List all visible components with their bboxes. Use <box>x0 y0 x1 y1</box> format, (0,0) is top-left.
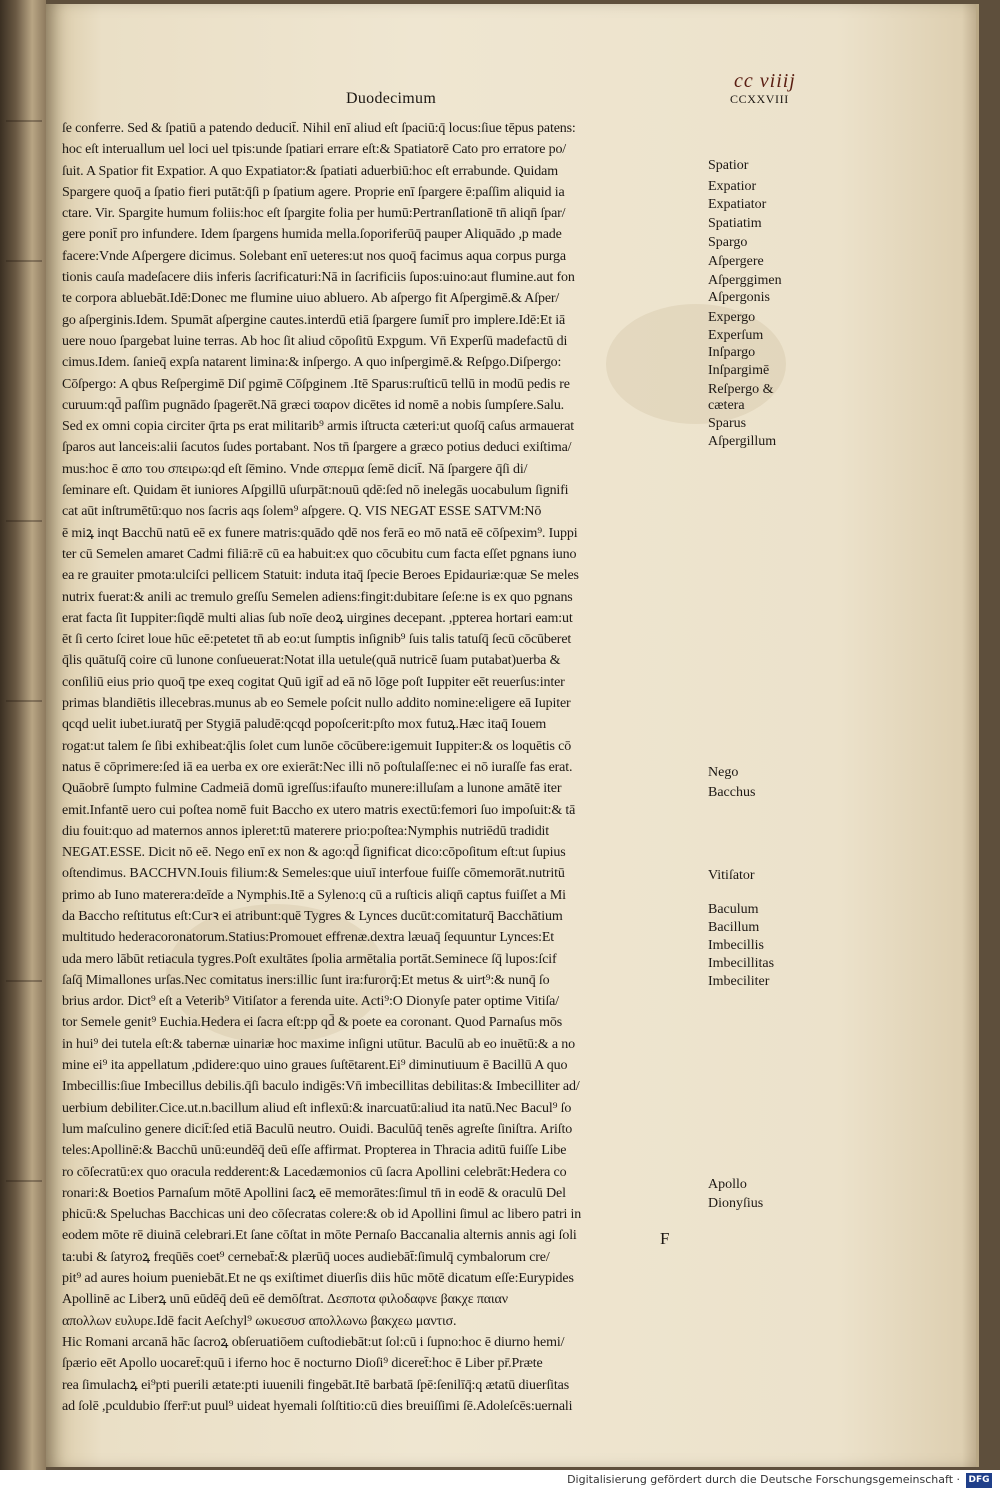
text-line: Quāobrē ſumpto fulmine Cadmeiā domū igreſſus:ifauſto munere:illuſam a lunone amātē iter <box>62 781 562 797</box>
margin-note: Imbecillitas <box>708 956 775 971</box>
text-line: uda mero lābūt retiacula tygres.Poſt exultātes ſpolia armētalia portāt.Seminece ſq̄ lupos:ſcif <box>62 951 557 967</box>
text-line: Apollinē ac Liberꝝ unū eūdēq̄ deū eē demōſtrat. Δεσποτα φιλοδαφνε βακχε παιαν <box>62 1292 508 1308</box>
margin-note: Nego <box>708 765 739 780</box>
edge-line <box>6 120 42 122</box>
text-line: phicū:& Speluchas Bacchicas uni deo cōſecratas colere:& ob id Apollini ſimul ac libero patri in <box>62 1207 582 1223</box>
text-line: cimus.Idem. ſanieq̄ expſa natarent limina:& inſpergo. A quo inſpergimē.& Reſpgo.Diſpergo: <box>62 355 562 371</box>
margin-note: Reſpergo & <box>708 382 774 397</box>
text-line: ad ſolē ,pculdubio ſferr̄:ut puul⁹ uideat hyemali ſolſtitio:cū dies breuiſſimi ſē.Adoleſcēs:uernali <box>62 1398 573 1414</box>
funding-credit: Digitalisierung gefördert durch die Deutsche Forschungsgemeinschaft · <box>567 1473 960 1486</box>
text-line: multitudo hederacoronatorum.Statius:Promouet effrenæ.dextra læuaq̄ ſequuntur Lynces:Et <box>62 930 555 946</box>
previous-page-edge <box>0 0 46 1470</box>
text-line: ſe conferre. Sed & ſpatiū a patendo deducit̄. Nihil enī aliud eſt ſpaciū:q̄ locus:ſiue tēpus patens: <box>62 121 576 136</box>
text-line: nutrix fuerat:& anili ac tremulo greſſu Semelen adiens:fingit:dubitare ſeſe:ne is ex quo pgnans <box>62 589 573 605</box>
text-line: lum maſculino genere dicit̄:ſed etiā Baculū neutro. Ouidi. Baculūq̄ tenēs agreſte ſiniſtra. Ariſto <box>62 1121 573 1137</box>
text-line: natus ē cōprimere:ſed iā ea uerba ex ore exierāt:Nec illi nō poſtulaſſe:nec ei nō iuraſſe fas erat. <box>62 759 573 775</box>
margin-note: Expergo <box>708 310 756 325</box>
margin-note: Imbecillis <box>708 938 764 953</box>
footer-bar <box>0 1470 1000 1493</box>
text-line: go aſperginis.Idem. Spumāt aſpergine cautes.interdū etiā ſpargere ſumit̄ pro implere.Idē:Et iā <box>62 312 566 328</box>
text-line: NEGAT.ESSE. Dicit nō eē. Nego enī ex non & ago:qd̄ ſignificat dico:cōpoſitum eſt:ut ſupius <box>62 845 566 861</box>
margin-note: Apollo <box>708 1177 747 1192</box>
text-line: da Baccho reſtitutus eſt:Curꝛ ei atribunt:quē Tygres & Lynces ducūt:comitaturq̄ Bacchātium <box>62 908 563 924</box>
text-line: Spargere quoq̄ a ſpatio fieri putāt:q̄ſi p ſpatium agere. Proprie enī ſpargere ē:paſſim aliquid ia <box>62 184 565 200</box>
text-line: eodem mōte rē diuinā celebrari.Et ſane cōſtat in mōte Pernaſo Baccanalia alternis annis agi ſoli <box>62 1228 577 1244</box>
text-line: απολλων ευλυρε.Idē facit Aeſchyl⁹ ωκυεσυσ απολλωνω βακχεω μαντισ. <box>62 1313 457 1329</box>
text-line: ſuit. A Spatior fit Expatior. A quo Expatiator:& ſpatiati aduerbiū:hoc eſt errabunde. Quidam <box>62 163 558 179</box>
text-line: ē miꝝ inqt Bacchū natū eē ex funere matris:quādo qdē nos ferā eo mō natā eē cōſpexim⁹. Iuppi <box>62 525 578 541</box>
margin-notes-column <box>708 4 858 1304</box>
edge-line <box>6 1180 42 1182</box>
text-line: Cōſpergo: A qbus Reſpergimē Diſ pgimē Cōſpginem .Itē Sparus:ruſticū tellū in modū pedis re <box>62 376 570 392</box>
text-line: ēt ſi certo ſciret loue hūc eē:petetet tn̄ ab eo:ut ſumptis inſignib⁹ ſuis talis tatuſq̄ ſecū cōcūberet <box>62 632 572 648</box>
text-line: ſaſq̄ Mimallones urſas.Nec comitatus iners:illic ſunt ira:furorq̄:Et metus & uirt⁹:& nunq̄ ſo <box>62 972 550 988</box>
margin-note: Aſpergere <box>708 254 764 269</box>
margin-note: Baculum <box>708 902 759 917</box>
signature-mark: F <box>660 1229 670 1248</box>
printed-folio-number: CCXXVIII <box>730 92 789 106</box>
text-line: brius ardor. Dict⁹ eſt a Veterib⁹ Vitiſator a ferenda uite. Acti⁹:O Dionyſe pater optime Vitiſa/ <box>62 994 559 1010</box>
text-line: curuum:qd̄ paſſim pugnādo ſpagerēt.Nā græci ϖαρον dicētes id nomē a nobis ſumpſere.Salu. <box>62 397 565 413</box>
margin-note: Spatiatim <box>708 216 762 231</box>
text-line: qcqd uelit iubet.iuratq̄ per Stygiā paludē:qcqd popoſcerit:pſto mox futuꝝ.Hæc itaq̄ Iouem <box>62 717 547 733</box>
edge-line <box>6 520 42 522</box>
margin-note: Sparus <box>708 416 747 431</box>
text-line: te corpora abluebāt.Idē:Donec me flumine uiuo abluero. Ab aſpergo fit Aſpergimē.& Aſper/ <box>62 291 560 307</box>
text-line: rea ſimulachꝝ ei⁹pti puerili ætate:pti iuuenili fingebāt.Itē barbatā ſpē:ſenilīq̄:q ætatū diuerſitas <box>62 1377 570 1393</box>
text-line: erat facta ſit Iuppiter:ſiqdē multi alias ſub noīe deoꝝ uirgines decepant. ,ppterea hortari eam:ut <box>62 610 573 626</box>
dfg-logo-icon: DFG <box>966 1473 992 1488</box>
margin-note: Inſpargimē <box>708 363 770 378</box>
margin-note: Imbeciliter <box>708 974 770 989</box>
text-line: rogat:ut talem ſe ſibi exhibeat:q̄lis ſolet cum lunōe cōcūbere:igemuit Iuppiter:& os loquētis cō <box>62 738 572 754</box>
running-title: Duodecimum <box>346 90 437 107</box>
margin-note: Spargo <box>708 235 748 250</box>
text-line: ta:ubi & ſatyroꝝ freqūēs coet⁹ cernebat̄:& plærūq̄ uoces audiebāt̄:ſimulq̄ cymbalorum cre/ <box>62 1249 550 1265</box>
text-line: emit.Infantē uero cui poſtea nomē fuit Baccho ex utero matris exectū:femori ſuo impoſuit:& tā <box>62 802 576 818</box>
text-line: Hic Romani arcanā hāc ſacroꝝ obſeruatiōem cuſtodiebāt:ut ſol:cū i ſupno:hoc ē diurno hemi/ <box>62 1334 565 1350</box>
text-line: primas blandiētis illecebras.munus ab eo Semele poſcit nullo addito nomine:eligere eā Iupiter <box>62 696 571 712</box>
margin-note: Inſpargo <box>708 345 756 360</box>
margin-note: Dionyſius <box>708 1196 764 1211</box>
margin-note: Spatior <box>708 158 749 173</box>
text-line: ctare. Vir. Spargite humum foliis:hoc eſt ſpargite folia per humū:Pertranſlationē tn̄ aliqn̄ ſpar/ <box>62 206 566 222</box>
text-line: pit⁹ ad aures hoium pueniebāt.Et ne qs exiſtimet diuerſis diis hūc mōtē dicatum eſſe:Eurypides <box>62 1271 574 1287</box>
margin-note: Bacillum <box>708 920 760 935</box>
margin-note: Expatiator <box>708 197 767 212</box>
margin-note: Aſperggimen <box>708 273 782 288</box>
text-line: Imbecillis:ſiue Imbecillus debilis.q̄ſi baculo indigēs:Vn̄ imbecillitas debilitas:& Imbecilliter ad/ <box>62 1079 580 1095</box>
text-line: primo ab Iuno materera:deīde a Nymphis.Itē a Syleno:q cū a ruſticis aliqn̄ captus fuiſſet a Mi <box>62 887 566 903</box>
main-text-column <box>62 118 712 1417</box>
text-line: mine ei⁹ ita appellatum ,pdidere:quo uino graues ſuſtētarent.Ei⁹ diminutiuum ē Bacillū A quo <box>62 1058 568 1074</box>
text-line: tor Semele genit⁹ Euchia.Hedera ei ſacra eſt:pp qd̄ & poete ea coronant. Quod Parnaſus mōs <box>62 1015 563 1031</box>
text-line: Sed ex omni copia circiter q̄rta ps erat militarib⁹ armis iſtructa cæteri:ut quoſq̄ caſus armauerat <box>62 419 575 435</box>
margin-note: Aſpergillum <box>708 434 777 449</box>
text-line: uere nouo ſpargebat luine terras. Ab hoc ſit aliud cōpoſitū Expgum. Vn̄ Experſū madefactū di <box>62 333 568 349</box>
text-line: conſiliū eius prio quoq̄ tpe exeq cogitat Quū igit̄ ad eā nō lōge poſt Iuppiter eēt reuerſus:inter <box>62 674 565 690</box>
text-line: gere ponit̄ pro infundere. Idem ſpargens humida mella.ſoporiferūq̄ pauper Aliquādo ,p made <box>62 227 562 243</box>
text-line: ter cū Semelen amaret Cadmi filiā:rē cū ea habuit:ex quo cōcubitu cum facta eſſet pgnans iuno <box>62 546 577 562</box>
margin-note: Expatior <box>708 179 757 194</box>
text-line: ronari:& Boetios Parnaſum mōtē Apollini ſacꝝ eē memorātes:ſimul tn̄ in eodē & oraculū Del <box>62 1185 566 1201</box>
text-line: ea re grauiter pmota:ulciſci pellicem Statuit: induta itaq̄ ſpecie Beroes Epidauriæ:quæ Se meles <box>62 568 579 584</box>
text-line: q̄lis quātuſq̄ coire cū lunone conſueuerat:Notat illa uetule(quā nutricē ſuam putabat)uerba & <box>62 653 561 669</box>
edge-line <box>6 260 42 262</box>
text-line: ſeminare eſt. Quidam ēt iuniores Aſpgillū uſurpāt:nouū qdē:ſed nō inelegās uocabulum ſignifi <box>62 483 569 499</box>
edge-line <box>6 700 42 702</box>
margin-note: Aſpergonis <box>708 290 770 305</box>
text-line: uerbium debiliter.Cice.ut.n.bacillum aliud eſt inflexū:& inarcuatū:aliud ita natū.Nec Bacul⁹ ſo <box>62 1100 572 1116</box>
text-line: hoc eſt interuallum uel loci uel tpis:unde ſpatiari errare eſt:& Spatiatorē Cato pro erratore po/ <box>62 142 567 158</box>
text-line: teles:Apollinē:& Bacchū unū:eundēq̄ deū eſſe affirmat. Propterea in Thracia aditū fuiſſe Libe <box>62 1143 567 1159</box>
text-line: in hui⁹ dei tutela eſt:& tabernæ uinariæ hoc maxime inſigni utūtur. Baculū ab eo inuētū:& a no <box>62 1036 575 1052</box>
text-line: ſparos aut lanceis:alii ſacutos ſudes portabant. Nos tn̄ ſpargere a græco potius deduci exiſtima/ <box>62 440 572 456</box>
text-line: facere:Vnde Aſpergere dicimus. Solebant enī ueteres:ut nos quoq̄ facimus aqua corpus purga <box>62 248 566 264</box>
margin-note: Bacchus <box>708 785 756 800</box>
margin-note: Experſum <box>708 328 764 343</box>
margin-note: cætera <box>708 398 745 413</box>
book-page <box>46 4 979 1467</box>
text-line: mus:hoc ē απο του σπειρω:qd eſt ſēmino. Vnde σπερμα ſemē dicit̄. Nā ſpargere q̄ſi di/ <box>62 461 528 477</box>
text-line: ro cōſecratū:ex quo oracula redderent:& Lacedæmonios cū ſacra Apollini celebrāt:Hedera co <box>62 1164 567 1180</box>
handwritten-folio: cc viiij <box>734 70 796 92</box>
text-line: ſpærio eēt Apollo uocaret̄:quū i iferno hoc ē nocturno Dioſi⁹ diceret̄:hoc ē Liber pr̄.Præte <box>62 1356 543 1372</box>
text-line: tionis cauſa madeſacere diis inferis ſacrificaturi:Nā in ſacrificiis ſupos:uino:aut flumine.aut fon <box>62 270 575 286</box>
text-line: oſtendimus. BACCHVN.Iouis filium:& Semeles:que uiuī interfoue fuiſſe cōmemorāt.nutritū <box>62 866 565 882</box>
margin-note: Vitiſator <box>708 868 755 883</box>
edge-line <box>6 980 42 982</box>
text-line: cat aūt inſtrumētū:quo nos ſacris aqs ſolem⁹ aſpgere. Q. VIS NEGAT ESSE SATVM:Nō <box>62 504 542 520</box>
text-line: diu fouit:quo ad maternos annos ipleret:tū materere prio:poſtea:Nymphis nutriēdū tradidit <box>62 823 550 839</box>
